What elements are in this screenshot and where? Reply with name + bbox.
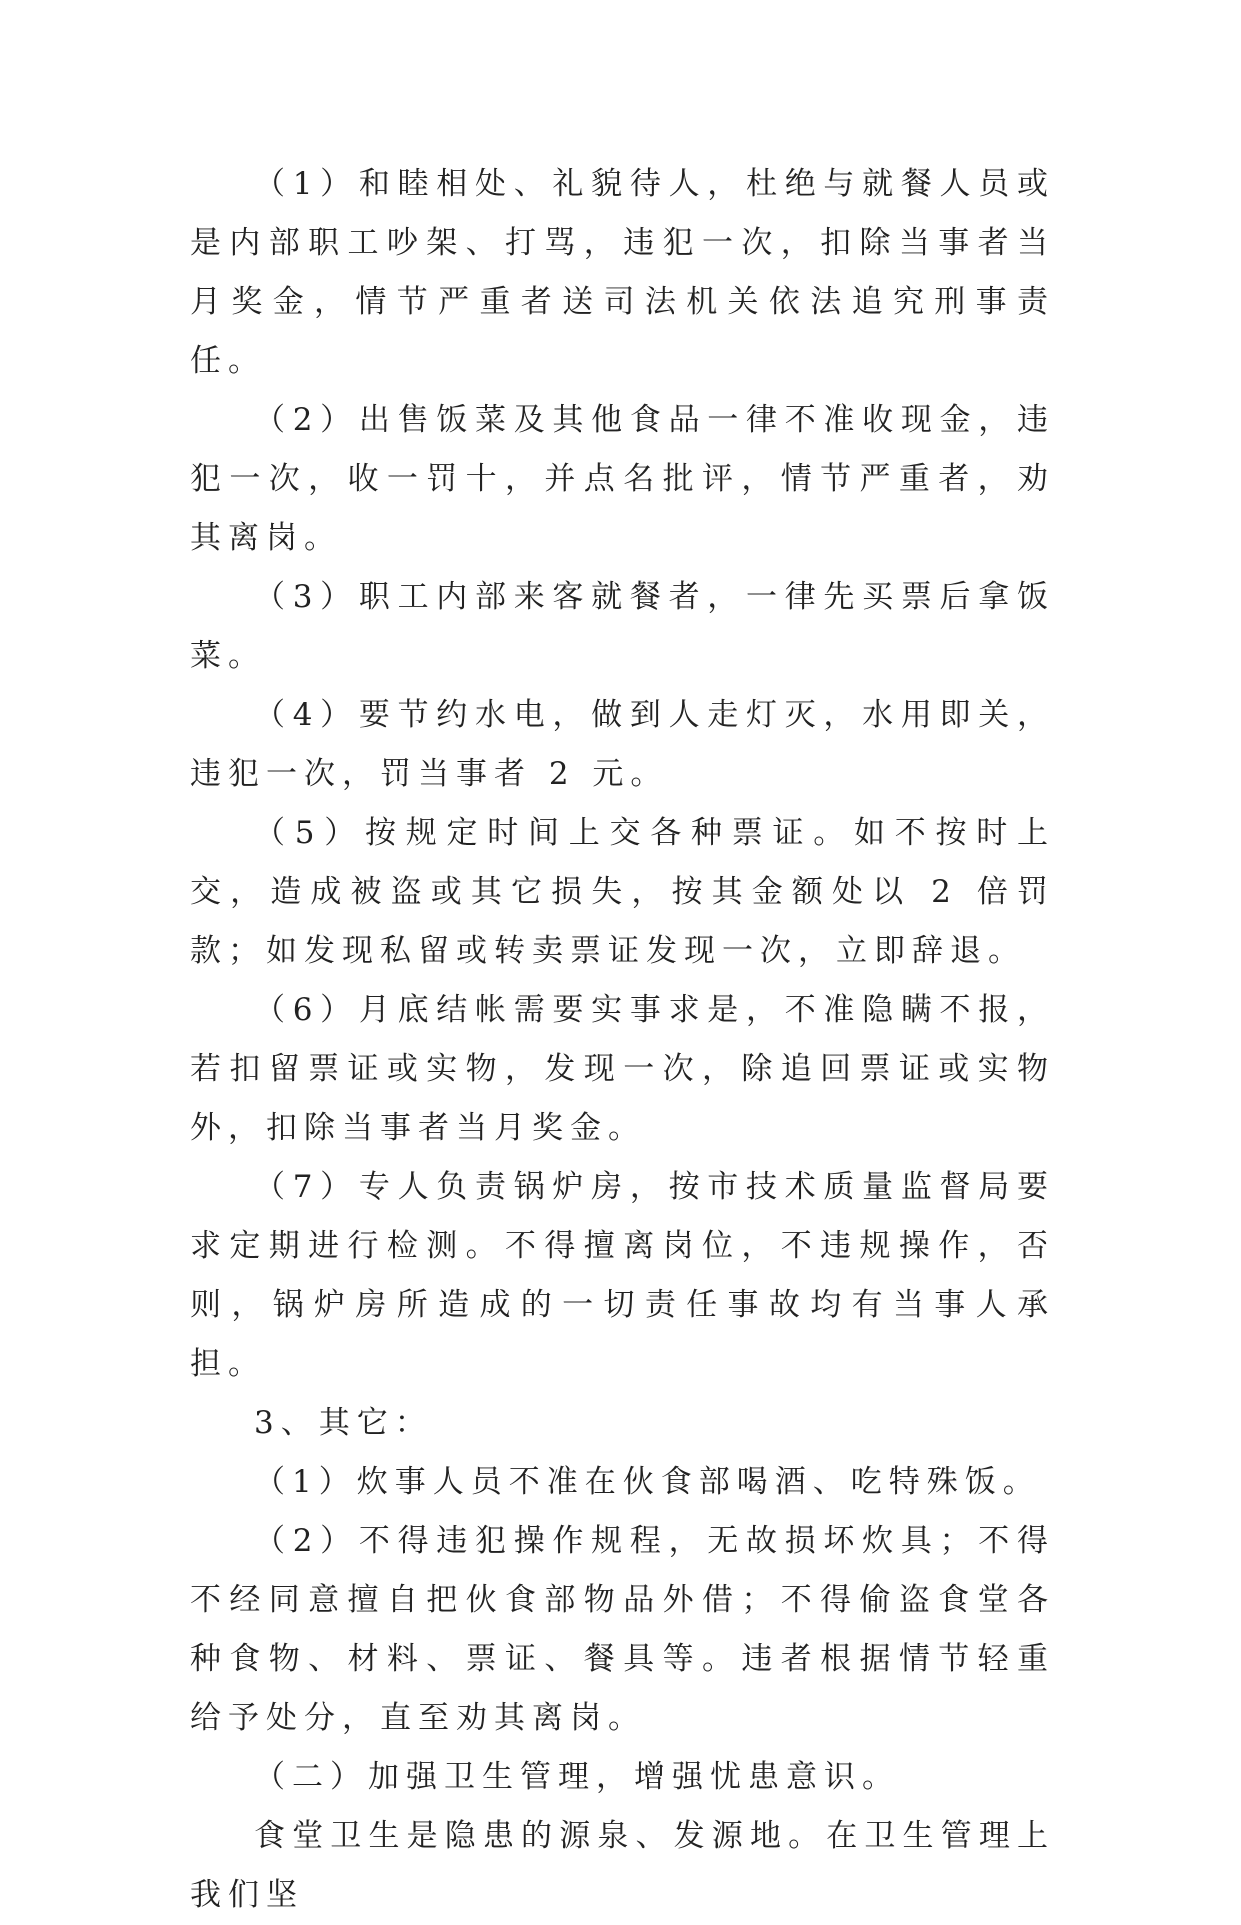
paragraph-rule-4-save-utilities: （4）要节约水电，做到人走灯灭，水用即关，违犯一次，罚当事者 2 元。 — [190, 697, 1055, 792]
paragraph-rule-5-tickets: （5）按规定时间上交各种票证。如不按时上交，造成被盗或其它损失，按其金额处以 2 倍罚款；如发现私留或转卖票证发现一次，立即辞退。 — [190, 815, 1055, 969]
paragraph-rule-1-harmony: （1）和睦相处、礼貌待人，杜绝与就餐人员或是内部职工吵架、打骂，违犯一次，扣除当事者当月奖金，情节严重者送司法机关依法追究刑事责任。 — [190, 166, 1055, 379]
paragraph-rule-3-guests: （3）职工内部来客就餐者，一律先买票后拿饭菜。 — [190, 579, 1055, 674]
paragraph-rule-7-boiler-room: （7）专人负责锅炉房，按市技术质量监督局要求定期进行检测。不得擅离岗位，不违规操作，否则，锅炉房所造成的一切责任事故均有当事人承担。 — [190, 1169, 1055, 1382]
paragraph-rule-6-month-end: （6）月底结帐需要实事求是，不准隐瞒不报，若扣留票证或实物，发现一次，除追回票证或实物外，扣除当事者当月奖金。 — [190, 992, 1055, 1146]
section-heading-other: 3、其它： — [254, 1405, 433, 1441]
paragraph-other-2-equipment: （2）不得违犯操作规程，无故损坏炊具；不得不经同意擅自把伙食部物品外借；不得偷盗食堂各种食物、材料、票证、餐具等。违者根据情节轻重给予处分，直至劝其离岗。 — [190, 1523, 1055, 1736]
document-body — [190, 155, 1055, 1925]
paragraph-rule-2-no-cash: （2）出售饭菜及其他食品一律不准收现金，违犯一次，收一罚十，并点名批评，情节严重者，劝其离岗。 — [190, 402, 1055, 556]
paragraph-hygiene-intro: 食堂卫生是隐患的源泉、发源地。在卫生管理上我们坚 — [190, 1818, 1055, 1913]
section-heading-hygiene: （二）加强卫生管理，增强忧患意识。 — [254, 1759, 900, 1795]
paragraph-other-1-drinking: （1）炊事人员不准在伙食部喝酒、吃特殊饭。 — [254, 1464, 1041, 1500]
